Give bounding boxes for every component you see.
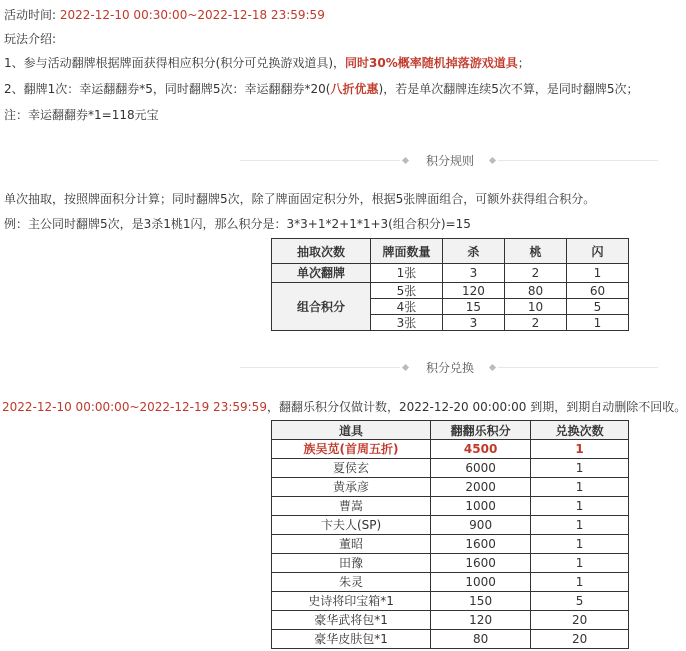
- cell-sha: 3: [442, 264, 504, 283]
- divider-diamond-icon: [402, 157, 409, 164]
- cell-item: 董昭: [272, 535, 431, 554]
- header-sha: 杀: [442, 239, 504, 264]
- rule-2-text: 2、翻牌1次：幸运翻翻券*5，同时翻牌5次：幸运翻翻券*20(: [4, 82, 331, 96]
- cell-item: 黄承彦: [272, 478, 431, 497]
- cell-points: 6000: [431, 459, 531, 478]
- cell-sha: 120: [442, 283, 504, 299]
- header-draw-count: 抽取次数: [272, 239, 371, 264]
- header-times: 兑换次数: [531, 421, 629, 440]
- cell-tao: 80: [504, 283, 566, 299]
- score-rules-desc: 单次抽取，按照牌面积分计算；同时翻牌5次，除了牌面固定积分外，根据5张牌面组合，可额外获得组合积分。: [4, 192, 596, 206]
- rule-1-text: 1、参与活动翻牌根据牌面获得相应积分(积分可兑换游戏道具)，: [4, 56, 346, 70]
- table-row: [272, 611, 629, 630]
- score-rules-title: 积分规则: [425, 154, 474, 168]
- table-row: [272, 554, 629, 573]
- header-tao: 桃: [504, 239, 566, 264]
- cell-points: 2000: [431, 478, 531, 497]
- single-draw-label: 单次翻牌: [272, 264, 371, 283]
- exchange-title: 积分兑换: [425, 361, 474, 375]
- cell-item: 族吴苋(首周五折): [272, 440, 431, 459]
- activity-time: [4, 6, 325, 24]
- cell-shan: 60: [566, 283, 628, 299]
- exchange-divider: [0, 359, 686, 377]
- cell-item: 田豫: [272, 554, 431, 573]
- cell-shan: 5: [566, 299, 628, 315]
- header-item: 道具: [272, 421, 431, 440]
- table-row: [272, 440, 629, 459]
- cell-shan: 1: [566, 264, 628, 283]
- score-table: [271, 238, 629, 331]
- cell-item: 史诗将印宝箱*1: [272, 592, 431, 611]
- cell-points: 120: [431, 611, 531, 630]
- cell-times: 5: [531, 592, 629, 611]
- cell-shan: 1: [566, 315, 628, 331]
- cell-times: 1: [531, 478, 629, 497]
- cell-points: 150: [431, 592, 531, 611]
- score-rules-example: 例：主公同时翻牌5次，是3杀1桃1闪，那么积分是：3*3+1*2+1*1+3(组合积分)=15: [4, 217, 471, 231]
- exchange-table: [271, 420, 629, 649]
- cell-tao: 2: [504, 264, 566, 283]
- cell-cards: 1张: [371, 264, 443, 283]
- cell-item: 卞夫人(SP): [272, 516, 431, 535]
- cell-tao: 10: [504, 299, 566, 315]
- cell-item: 豪华皮肤包*1: [272, 630, 431, 649]
- intro-label: 玩法介绍:: [4, 32, 57, 46]
- divider-diamond-icon: [489, 364, 496, 371]
- table-row: [272, 459, 629, 478]
- cell-times: 1: [531, 554, 629, 573]
- cell-times: 1: [531, 440, 629, 459]
- cell-points: 1600: [431, 554, 531, 573]
- header-points: 翻翻乐积分: [431, 421, 531, 440]
- divider-diamond-icon: [402, 364, 409, 371]
- cell-cards: 5张: [371, 283, 443, 299]
- note: 注：幸运翻翻券*1=118元宝: [4, 108, 159, 122]
- score-rules-divider: [0, 152, 686, 170]
- activity-time-value: 2022-12-10 00:30:00~2022-12-18 23:59:59: [59, 8, 325, 22]
- table-row: [272, 497, 629, 516]
- cell-points: 1000: [431, 573, 531, 592]
- cell-tao: 2: [504, 315, 566, 331]
- rule-1-highlight: 同时30%概率随机掉落游戏道具: [345, 56, 518, 70]
- cell-times: 1: [531, 497, 629, 516]
- cell-points: 80: [431, 630, 531, 649]
- table-row: [272, 573, 629, 592]
- combo-score-label: 组合积分: [272, 283, 371, 331]
- exchange-period-dates: 2022-12-10 00:00:00~2022-12-19 23:59:59: [2, 400, 267, 414]
- header-card-count: 牌面数量: [371, 239, 443, 264]
- cell-points: 1000: [431, 497, 531, 516]
- activity-time-label: 活动时间:: [4, 8, 57, 22]
- cell-times: 1: [531, 535, 629, 554]
- cell-item: 朱灵: [272, 573, 431, 592]
- divider-diamond-icon: [489, 157, 496, 164]
- cell-points: 4500: [431, 440, 531, 459]
- cell-cards: 4张: [371, 299, 443, 315]
- cell-sha: 15: [442, 299, 504, 315]
- table-row: [272, 535, 629, 554]
- cell-item: 夏侯玄: [272, 459, 431, 478]
- cell-times: 20: [531, 611, 629, 630]
- table-row: [272, 478, 629, 497]
- table-row: [272, 264, 629, 283]
- cell-times: 1: [531, 459, 629, 478]
- rule-1: [4, 54, 530, 72]
- table-row: [272, 516, 629, 535]
- table-row: [272, 283, 629, 299]
- cell-item: 曹嵩: [272, 497, 431, 516]
- cell-times: 1: [531, 516, 629, 535]
- score-table-header: [272, 239, 629, 264]
- rule-2-end: )，若是单次翻牌连续5次不算，是同时翻牌5次；: [378, 82, 639, 96]
- exchange-table-header: [272, 421, 629, 440]
- cell-points: 900: [431, 516, 531, 535]
- table-row: [272, 592, 629, 611]
- cell-points: 1600: [431, 535, 531, 554]
- rule-2-highlight: 八折优惠: [330, 82, 379, 96]
- header-shan: 闪: [566, 239, 628, 264]
- cell-sha: 3: [442, 315, 504, 331]
- rule-2: [4, 80, 638, 98]
- cell-cards: 3张: [371, 315, 443, 331]
- rule-1-end: ；: [517, 56, 530, 70]
- exchange-period: [2, 398, 686, 416]
- cell-times: 1: [531, 573, 629, 592]
- exchange-period-note: ，翻翻乐积分仅做计数，2022-12-20 00:00:00 到期，到期自动删除不回收。: [266, 400, 686, 414]
- table-row: [272, 630, 629, 649]
- cell-item: 豪华武将包*1: [272, 611, 431, 630]
- cell-times: 20: [531, 630, 629, 649]
